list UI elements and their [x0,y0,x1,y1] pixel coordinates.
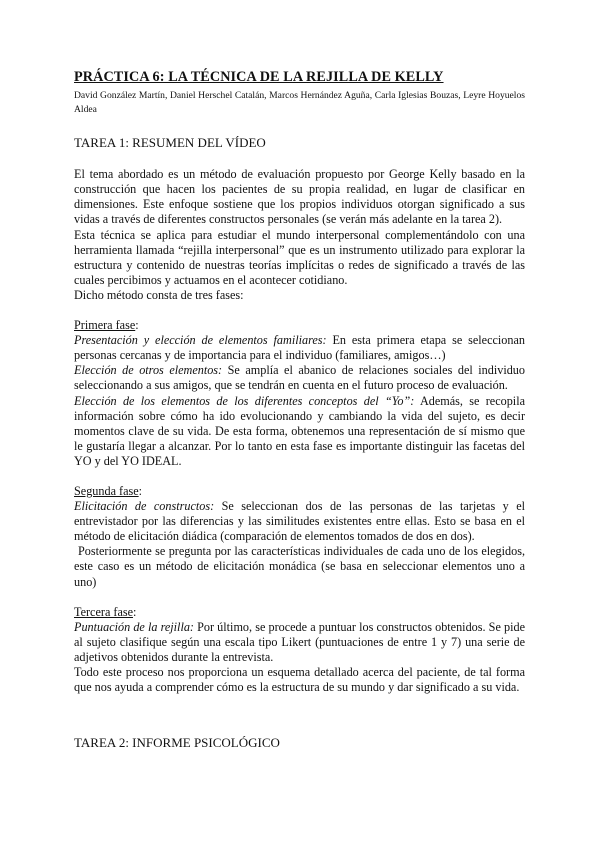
phase3-heading-label: Tercera fase [74,604,134,619]
spacer [74,590,525,605]
authors-line: David González Martín, Daniel Herschel Catalán, Marcos Hernández Aguña, Carla Iglesias Bouzas, Leyre Hoyuelos Aldea [74,90,525,116]
phase2-heading-colon: : [138,483,143,498]
phase3-extra-paragraph: Todo este proceso nos proporciona un esquema detallado acerca del paciente, de tal forma que nos ayuda a comprender cómo es la estructura de su mundo y dar significado a su vida. [74,665,525,695]
phase3-heading-colon: : [133,604,137,619]
task2-heading: TAREA 2: INFORME PSICOLÓGICO [74,735,280,751]
phase2-heading-label: Segunda fase [74,483,139,498]
phase1-item-subtitle: Elección de los elementos de los diferentes conceptos del “Yo”: [74,393,415,408]
phase1-heading [74,318,525,333]
phase3-item [74,620,525,665]
spacer [74,303,525,318]
intro-paragraph-2: Esta técnica se aplica para estudiar el mundo interpersonal complementándolo con una herramienta llamada “rejilla interpersonal” que es un instrumento utilizado para explorar la estructura y contenido de nuestras teorías implícitas o redes de significado a través de las cuales percibimos y actuamos en el acontecer cotidiano. [74,227,525,287]
phase1-item-subtitle: Presentación y elección de elementos familiares: [74,333,327,348]
phase2-extra-paragraph: Posteriormente se pregunta por las características individuales de cada uno de los elegidos, este caso es un método de elicitación monádica (se basa en seleccionar elementos uno a uno) [74,544,525,589]
phase1-heading-label: Primera fase [74,318,136,333]
intro-paragraph-1: El tema abordado es un método de evaluación propuesto por George Kelly basado en la construcción que hacen los pacientes de su propia realidad, en lugar de clasificar en dimensiones. Este enfoque sostiene que los propios individuos otorgan significado a sus vidas a través de diferentes constructos personales (se verán más adelante en la tarea 2). [74,167,525,227]
document-title: PRÁCTICA 6: LA TÉCNICA DE LA REJILLA DE KELLY [74,69,444,85]
spacer [74,695,525,735]
phase2-item [74,499,525,544]
phase1-item-text: Además, se recopila información sobre cómo ha ido evolucionando y cambiando la vida del sujeto, es decir momentos clave de su vida. De esta forma, obtenemos una representación de sí mismo que le gustaría llegar a alcanzar. Por lo tanto en esta fase es importante distinguir las facetas del YO y del YO IDEAL. [74,393,525,468]
task1-heading: TAREA 1: RESUMEN DEL VÍDEO [74,135,266,151]
phase1-item-subtitle: Elección de otros elementos: [74,363,223,378]
intro-paragraph-3: Dicho método consta de tres fases: [74,287,244,302]
phase3-item-subtitle: Puntuación de la rejilla: [74,619,194,634]
phase2-item-subtitle: Elicitación de constructos: [74,499,215,514]
phase3-heading [74,605,525,620]
spacer [74,469,525,484]
phase1-item [74,333,525,363]
phase2-item-text: Se seleccionan dos de las personas de las tarjetas y el entrevistador por las diferencias y las similitudes existentes entre ellas. Esto se basa en el método de elicitación diádica (comparación de elementos tomados de dos en dos). [74,499,525,544]
phase1-heading-colon: : [135,318,139,333]
phase3-item-text: Por último, se procede a puntuar los constructos obtenidos. Se pide al sujeto clasifique según una escala tipo Likert (puntuaciones de entre 1 y 7) una serie de adjetivos obtenidos durante la entrevista. [74,619,525,664]
phase1-item-text: En esta primera etapa se seleccionan personas cercanas y de importancia para el individuo (familiares, amigos…) [74,333,525,363]
phase1-item [74,394,525,469]
phase2-heading [74,484,525,499]
phase1-item-text: Se amplía el abanico de relaciones sociales del individuo seleccionando a sus amigos, que se tendrán en cuenta en el futuro proceso de evaluación. [74,363,525,393]
phase1-item [74,363,525,393]
